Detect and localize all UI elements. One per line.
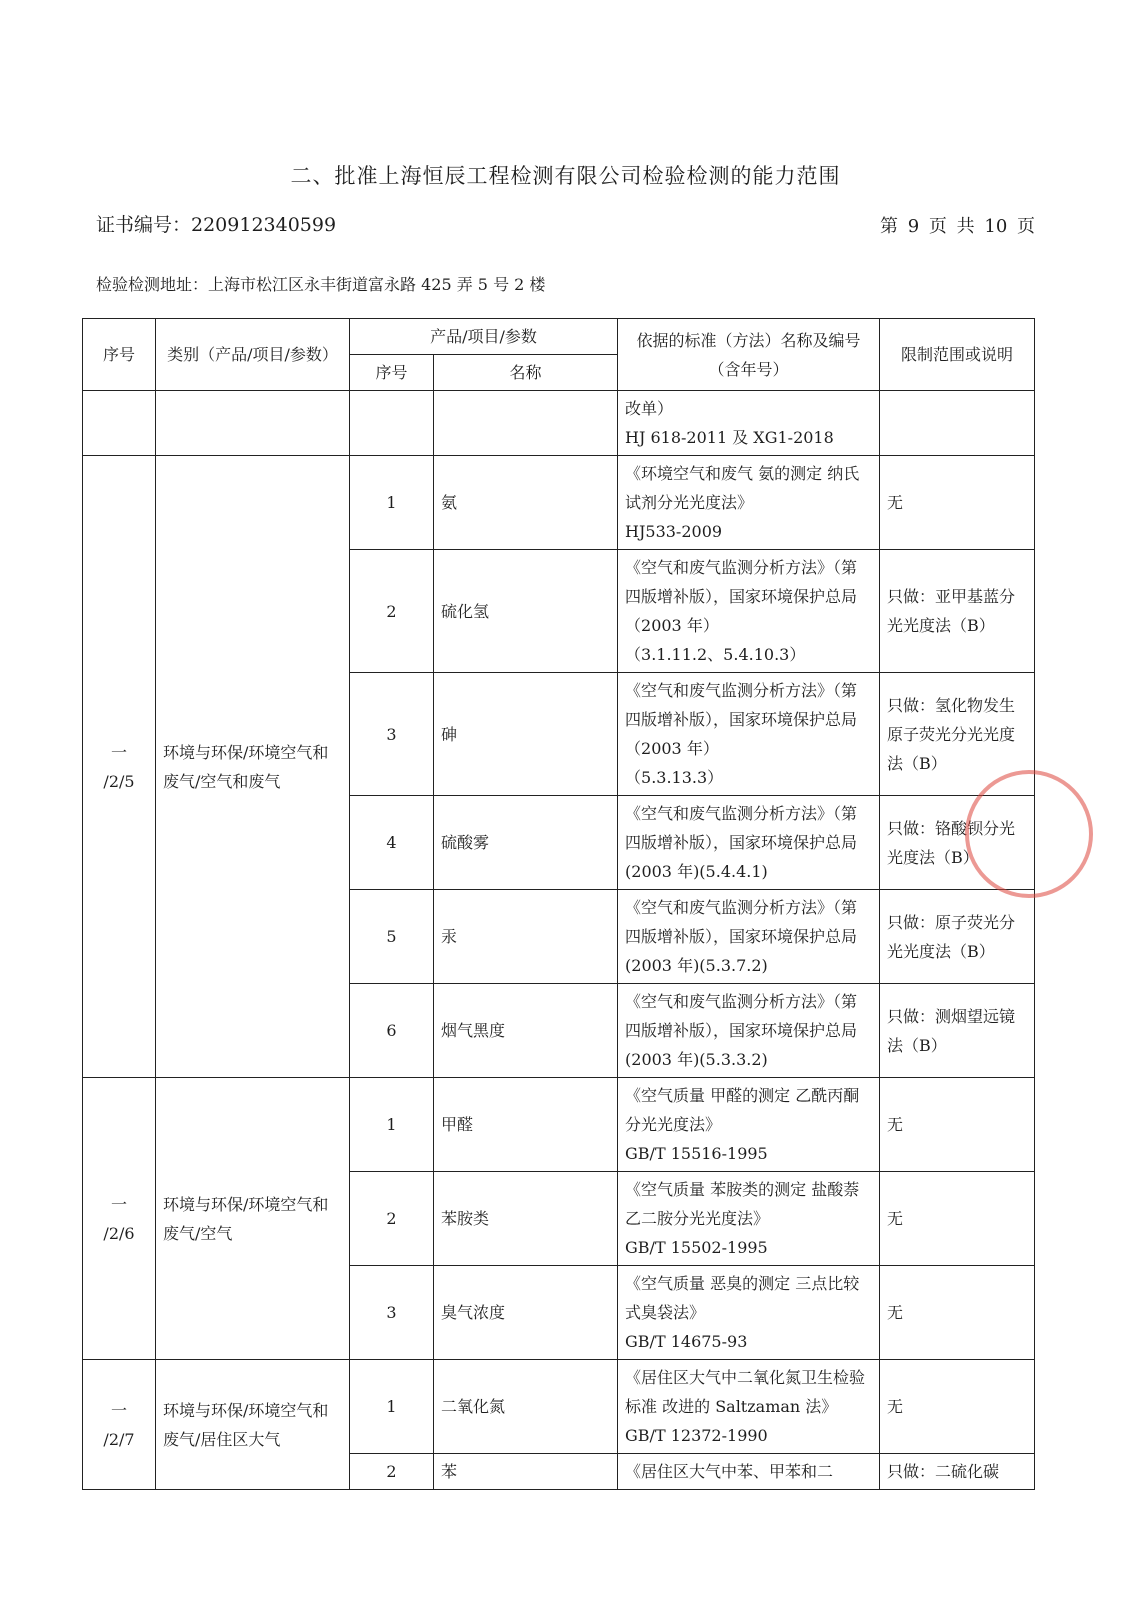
item-standard: 《居住区大气中苯、甲苯和二 [618,1454,880,1490]
group-no: 一 /2/6 [83,1078,156,1360]
header-product: 产品/项目/参数 [350,319,618,355]
header-row [83,319,1035,355]
item-standard: 《空气质量 恶臭的测定 三点比较式臭袋法》 GB/T 14675-93 [618,1266,880,1360]
test-address: 检验检测地址：上海市松江区永丰街道富永路 425 弄 5 号 2 楼 [96,275,546,294]
item-no: 1 [350,1078,434,1172]
item-name: 汞 [434,890,618,984]
continued-empty-no [83,391,156,456]
page-indicator: 第 9 页 共 10 页 [880,216,1035,237]
item-no: 4 [350,796,434,890]
item-limit: 无 [880,1078,1035,1172]
item-name: 苯 [434,1454,618,1490]
header-category: 类别（产品/项目/参数） [156,319,350,391]
table-row [83,1078,1035,1172]
item-limit: 只做：测烟望远镜法（B） [880,984,1035,1078]
continued-empty-name [434,391,618,456]
group-no: 一 /2/5 [83,456,156,1078]
item-standard: 《空气质量 苯胺类的测定 盐酸萘乙二胺分光光度法》 GB/T 15502-1995 [618,1172,880,1266]
item-no: 2 [350,1454,434,1490]
item-no: 3 [350,1266,434,1360]
item-name: 臭气浓度 [434,1266,618,1360]
item-name: 烟气黑度 [434,984,618,1078]
item-name: 硫化氢 [434,550,618,673]
group-category: 环境与环保/环境空气和废气/空气和废气 [156,456,350,1078]
item-standard: 《空气和废气监测分析方法》（第四版增补版），国家环境保护总局(2003 年)(5.3.3.2) [618,984,880,1078]
continued-standard: 改单） HJ 618-2011 及 XG1-2018 [618,391,880,456]
header-limit: 限制范围或说明 [880,319,1035,391]
continued-empty-category [156,391,350,456]
header-sub-no: 序号 [350,355,434,391]
header-no: 序号 [83,319,156,391]
certificate-number: 证书编号：220912340599 [96,214,337,236]
item-standard: 《居住区大气中二氧化氮卫生检验标准 改进的 Saltzaman 法》 GB/T 12372-1990 [618,1360,880,1454]
item-standard: 《空气质量 甲醛的测定 乙酰丙酮分光光度法》 GB/T 15516-1995 [618,1078,880,1172]
group-category: 环境与环保/环境空气和废气/居住区大气 [156,1360,350,1490]
item-no: 5 [350,890,434,984]
item-no: 2 [350,1172,434,1266]
item-limit: 只做：原子荧光分光光度法（B） [880,890,1035,984]
item-limit: 只做：铬酸钡分光光度法（B） [880,796,1035,890]
item-limit: 只做：亚甲基蓝分光光度法（B） [880,550,1035,673]
item-no: 1 [350,1360,434,1454]
item-standard: 《空气和废气监测分析方法》（第四版增补版），国家环境保护总局(2003 年)(5.4.4.1) [618,796,880,890]
item-limit: 只做：氢化物发生 原子荧光分光光度法（B） [880,673,1035,796]
item-name: 甲醛 [434,1078,618,1172]
item-limit: 无 [880,1360,1035,1454]
table-row [83,1360,1035,1454]
item-name: 氨 [434,456,618,550]
item-standard: 《空气和废气监测分析方法》（第四版增补版），国家环境保护总局（2003 年） （5.3.13.3） [618,673,880,796]
item-name: 苯胺类 [434,1172,618,1266]
item-name: 硫酸雾 [434,796,618,890]
item-name: 砷 [434,673,618,796]
item-name: 二氧化氮 [434,1360,618,1454]
item-limit: 无 [880,456,1035,550]
page-title: 二、批准上海恒辰工程检测有限公司检验检测的能力范围 [290,164,841,188]
header-standard: 依据的标准（方法）名称及编号（含年号） [618,319,880,391]
capability-table [82,318,1035,1490]
item-limit: 只做：二硫化碳 [880,1454,1035,1490]
item-no: 2 [350,550,434,673]
item-limit: 无 [880,1266,1035,1360]
item-standard: 《环境空气和废气 氨的测定 纳氏试剂分光光度法》 HJ533-2009 [618,456,880,550]
group-category: 环境与环保/环境空气和废气/空气 [156,1078,350,1360]
continued-empty-sub-no [350,391,434,456]
item-no: 3 [350,673,434,796]
item-standard: 《空气和废气监测分析方法》（第四版增补版），国家环境保护总局(2003 年)(5.3.7.2) [618,890,880,984]
continued-limit [880,391,1035,456]
header-sub-name: 名称 [434,355,618,391]
table-row [83,456,1035,550]
item-standard: 《空气和废气监测分析方法》（第四版增补版），国家环境保护总局（2003 年） （3.1.11.2、5.4.10.3） [618,550,880,673]
item-no: 1 [350,456,434,550]
group-no: 一 /2/7 [83,1360,156,1490]
item-no: 6 [350,984,434,1078]
item-limit: 无 [880,1172,1035,1266]
continued-row [83,391,1035,456]
